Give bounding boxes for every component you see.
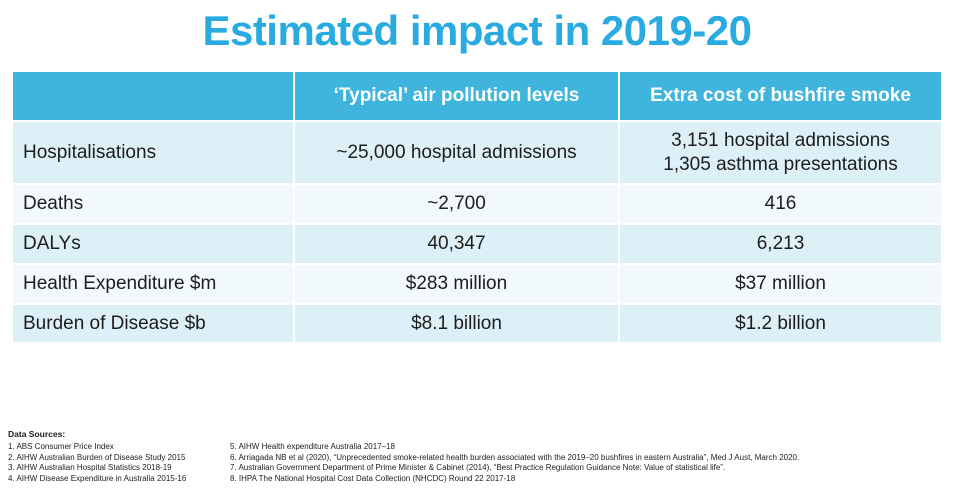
table-body xyxy=(12,121,942,344)
column-header-blank xyxy=(12,71,294,121)
data-sources xyxy=(8,429,946,485)
cell-health-expenditure-extra: $37 million xyxy=(619,264,942,304)
row-label-deaths: Deaths xyxy=(12,184,294,224)
cell-hospitalisations-extra: 3,151 hospital admissions 1,305 asthma presentations xyxy=(619,121,942,185)
table-header-row xyxy=(12,71,942,121)
source-item: 5. AIHW Health expenditure Australia 2017–18 xyxy=(230,441,395,451)
cell-dalys-typical: 40,347 xyxy=(294,224,619,264)
cell-burden-of-disease-extra: $1.2 billion xyxy=(619,304,942,344)
source-item: 8. IHPA The National Hospital Cost Data Collection (NHCDC) Round 22 2017-18 xyxy=(230,474,516,484)
column-header-typical: ‘Typical’ air pollution levels xyxy=(294,71,619,121)
row-label-burden-of-disease: Burden of Disease $b xyxy=(12,304,294,344)
row-label-hospitalisations: Hospitalisations xyxy=(12,121,294,185)
cell-hospitalisations-typical: ~25,000 hospital admissions xyxy=(294,121,619,185)
table-header xyxy=(12,71,942,121)
data-sources-heading: Data Sources: xyxy=(8,429,66,440)
table-row xyxy=(12,224,942,264)
data-sources-left-column xyxy=(8,442,230,485)
cell-deaths-typical: ~2,700 xyxy=(294,184,619,224)
row-label-dalys: DALYs xyxy=(12,224,294,264)
column-header-extra: Extra cost of bushfire smoke xyxy=(619,71,942,121)
source-item: 4. AIHW Disease Expenditure in Australia 2015-16 xyxy=(8,474,187,484)
cell-dalys-extra: 6,213 xyxy=(619,224,942,264)
source-item: 1. ABS Consumer Price Index xyxy=(8,441,114,451)
table-row xyxy=(12,304,942,344)
page-title: Estimated impact in 2019-20 xyxy=(202,7,752,54)
table-row xyxy=(12,184,942,224)
table-row xyxy=(12,121,942,185)
source-item: 6. Arriagada NB et al (2020), “Unprecedented smoke-related health burden associated with the 2019–20 bushfires in eastern Australia”, Med J Aust, March 2020. xyxy=(230,452,800,462)
source-item: 2. AIHW Australian Burden of Disease Study 2015 xyxy=(8,452,186,462)
cell-deaths-extra: 416 xyxy=(619,184,942,224)
source-item: 3. AIHW Australian Hospital Statistics 2018-19 xyxy=(8,463,172,473)
source-item: 7. Australian Government Department of Prime Minister & Cabinet (2014), “Best Practice Regulation Guidance Note: Value of statistical life”. xyxy=(230,463,726,473)
data-sources-right-column xyxy=(230,442,946,485)
row-label-health-expenditure: Health Expenditure $m xyxy=(12,264,294,304)
impact-table xyxy=(11,70,943,344)
table-row xyxy=(12,264,942,304)
cell-burden-of-disease-typical: $8.1 billion xyxy=(294,304,619,344)
cell-health-expenditure-typical: $283 million xyxy=(294,264,619,304)
